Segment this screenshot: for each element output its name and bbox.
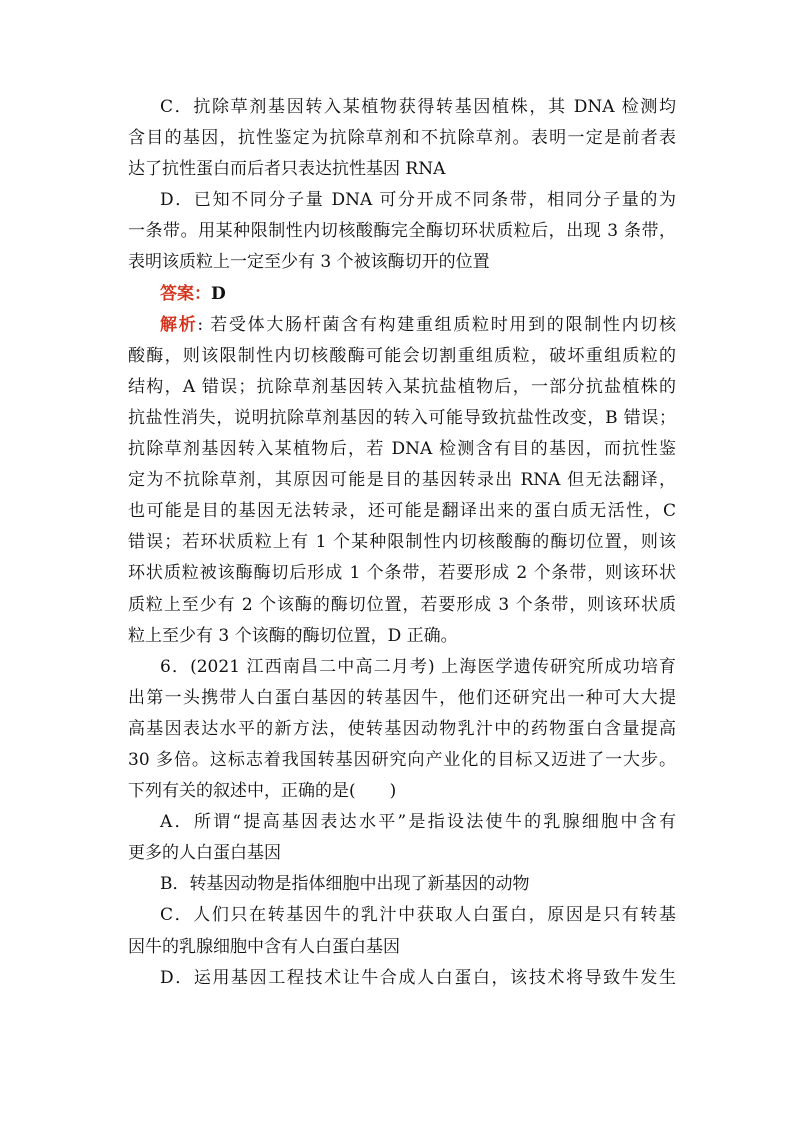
- document-page: [128, 92, 676, 994]
- analysis-line-1: [128, 310, 676, 341]
- q6-stem-line-5: 下列有关的叙述中，正确的是( ): [128, 781, 397, 802]
- analysis-label: 解析: [160, 314, 198, 335]
- q6-stem-line-1: 6．(2021 江西南昌二中高二月考) 上海医学遗传研究所成功培育: [160, 656, 676, 677]
- q6-option-b-line-1: B．转基因动物是指体细胞中出现了新基因的动物: [160, 874, 530, 895]
- analysis-line-3: 结构，A 错误；抗除草剂基因转入某抗盐植物后，一部分抗盐植株的: [128, 376, 676, 397]
- q6-stem-line-4: 30 多倍。这标志着我国转基因研究向产业化的目标又迈进了一大步。: [128, 749, 676, 770]
- q6-option-c-line-1: C．人们只在转基因牛的乳汁中获取人白蛋白，原因是只有转基: [160, 905, 676, 926]
- q5-option-c-line-2: 含目的基因，抗性鉴定为抗除草剂和不抗除草剂。表明一定是前者表: [128, 128, 676, 149]
- answer-line: [128, 279, 676, 310]
- q5-option-d-line-3: 表明该质粒上一定至少有 3 个被该酶切开的位置: [128, 252, 490, 273]
- analysis-text: : 若受体大肠杆菌含有构建重组质粒时用到的限制性内切核: [197, 314, 676, 335]
- analysis-line-7: 也可能是目的基因无法转录，还可能是翻译出来的蛋白质无活性，C: [128, 501, 676, 522]
- analysis-line-4: 抗盐性消失，说明抗除草剂基因的转入可能导致抗盐性改变，B 错误；: [128, 407, 676, 428]
- q6-option-d-line-1: D．运用基因工程技术让牛合成人白蛋白，该技术将导致牛发生: [160, 967, 676, 988]
- analysis-line-9: 环状质粒被该酶酶切后形成 1 个条带，若要形成 2 个条带，则该环状: [128, 563, 676, 584]
- q6-option-c-line-2: 因牛的乳腺细胞中含有人白蛋白基因: [128, 936, 400, 957]
- answer-value: D: [211, 283, 226, 304]
- q5-option-d-line-1: D．已知不同分子量 DNA 可分开成不同条带，相同分子量的为: [160, 190, 676, 211]
- analysis-line-10: 质粒上至少有 2 个该酶的酶切位置，若要形成 3 个条带，则该环状质: [128, 594, 676, 615]
- analysis-line-6: 定为不抗除草剂，其原因可能是目的基因转录出 RNA 但无法翻译，: [128, 470, 676, 491]
- answer-label: 答案：: [160, 283, 211, 304]
- q5-option-d-line-2: 一条带。用某种限制性内切核酸酶完全酶切环状质粒后，出现 3 条带，: [128, 221, 676, 242]
- q5-option-c-line-3: 达了抗性蛋白而后者只表达抗性基因 RNA: [128, 159, 446, 180]
- analysis-line-5: 抗除草剂基因转入某植物后，若 DNA 检测含有目的基因，而抗性鉴: [128, 439, 676, 460]
- q5-option-c-line-1: C．抗除草剂基因转入某植物获得转基因植株，其 DNA 检测均: [160, 97, 676, 117]
- analysis-line-11: 粒上至少有 3 个该酶的酶切位置，D 正确。: [128, 625, 458, 646]
- q6-stem-line-3: 高基因表达水平的新方法，使转基因动物乳汁中的药物蛋白含量提高: [128, 718, 676, 739]
- q6-option-a-line-2: 更多的人白蛋白基因: [128, 843, 281, 864]
- q6-stem-line-2: 出第一头携带人白蛋白基因的转基因牛，他们还研究出一种可大大提: [128, 687, 676, 708]
- analysis-line-8: 错误；若环状质粒上有 1 个某种限制性内切核酸酶的酶切位置，则该: [128, 532, 676, 553]
- q6-option-a-line-1: A．所谓“提高基因表达水平”是指设法使牛的乳腺细胞中含有: [160, 812, 676, 833]
- analysis-line-2: 酸酶，则该限制性内切核酸酶可能会切割重组质粒，破坏重组质粒的: [128, 345, 676, 366]
